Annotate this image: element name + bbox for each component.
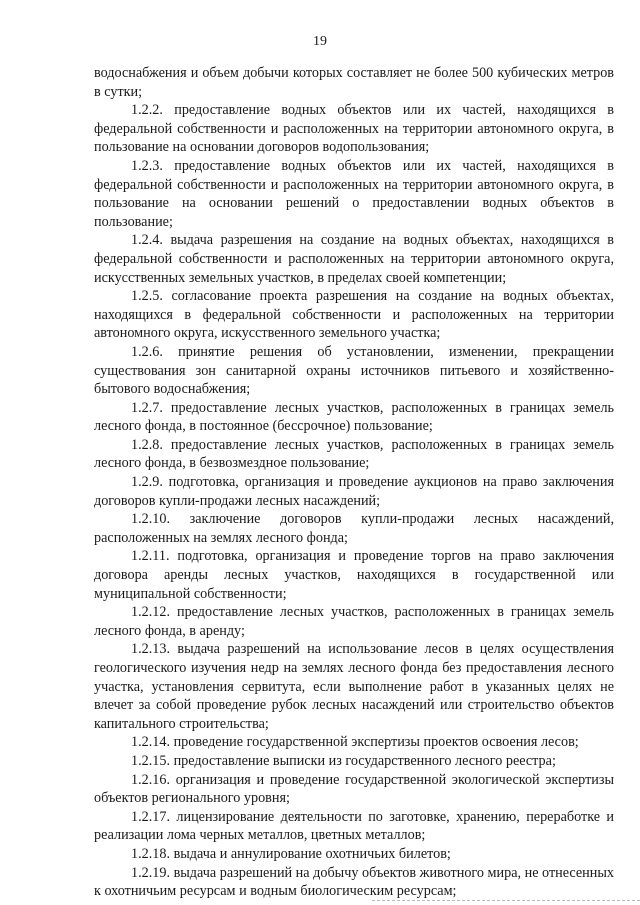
paragraph-1-2-9: 1.2.9. подготовка, организация и проведение аукционов на право заключения договоров купли-продажи лесных насаждений; — [94, 474, 614, 509]
paragraph-1-2-6: 1.2.6. принятие решения об установлении, изменении, прекращении существования зон санитарной охраны источников питьевого и хозяйственно-бытового водоснабжения; — [94, 343, 614, 398]
paragraph-1-2-18: 1.2.18. выдача и аннулирование охотничьих билетов; — [131, 845, 451, 862]
paragraph-1-2-13: 1.2.13. выдача разрешений на использование лесов в целях осуществления геологического изучения недр на землях лесного фонда без предоставления лесного участка, установления сервитута, если выполнение работ в указанных целях не влечет за собой проведение рубок лесных насаждений или строительство объектов капитального строительства; — [94, 641, 614, 732]
paragraph-1-2-3: 1.2.3. предоставление водных объектов или их частей, находящихся в федеральной собственности и расположенных на территории автономного округа, в пользование на основании решений о предоставлении водных объектов в пользование; — [94, 157, 614, 230]
paragraph-1-2-19: 1.2.19. выдача разрешений на добычу объектов животного мира, не отнесенных к охотничьим ресурсам и водным биологическим ресурсам; — [94, 864, 614, 900]
paragraph-1-2-11: 1.2.11. подготовка, организация и проведение торгов на право заключения договора аренды лесных участков, находящихся в государственной или муниципальной собственности; — [94, 548, 614, 602]
paragraph-1-2-7: 1.2.7. предоставление лесных участков, расположенных в границах земель лесного фонда, в постоянное (бессрочное) пользование; — [94, 399, 614, 435]
paragraph-1-2-12: 1.2.12. предоставление лесных участков, расположенных в границах земель лесного фонда, в аренду; — [94, 604, 614, 639]
scan-edge-line — [372, 900, 640, 901]
paragraph-1-2-16: 1.2.16. организация и проведение государственной экологической экспертизы объектов регионального уровня; — [94, 771, 614, 807]
paragraph-1-2-2: 1.2.2. предоставление водных объектов или их частей, находящихся в федеральной собственности и расположенных на территории автономного округа, в пользование на основании договоров водопользования; — [94, 102, 614, 156]
page-number: 19 — [313, 34, 327, 49]
paragraph-1-2-5: 1.2.5. согласование проекта разрешения на создание на водных объектах, находящихся в федеральной собственности и расположенных на территории автономного округа, искусственного земельного участка; — [94, 288, 614, 342]
paragraph-1-2-10: 1.2.10. заключение договоров купли-продажи лесных насаждений, расположенных на землях лесного фонда; — [94, 511, 614, 546]
paragraph-1-2-15: 1.2.15. предоставление выписки из государственного лесного реестра; — [131, 752, 556, 769]
paragraph-continuation: водоснабжения и объем добычи которых составляет не более 500 кубических метров в сутки; — [94, 65, 614, 100]
paragraph-1-2-4: 1.2.4. выдача разрешения на создание на водных объектах, находящихся в федеральной собственности и расположенных на территории автономного округа, искусственных земельных участков, в пределах своей компетенции; — [94, 232, 614, 286]
document-body — [94, 64, 614, 901]
paragraph-1-2-8: 1.2.8. предоставление лесных участков, расположенных в границах земель лесного фонда, в безвозмездное пользование; — [94, 436, 614, 472]
paragraph-1-2-14: 1.2.14. проведение государственной экспертизы проектов освоения лесов; — [131, 734, 579, 751]
paragraph-1-2-17: 1.2.17. лицензирование деятельности по заготовке, хранению, переработке и реализации лома черных металлов, цветных металлов; — [94, 808, 614, 844]
